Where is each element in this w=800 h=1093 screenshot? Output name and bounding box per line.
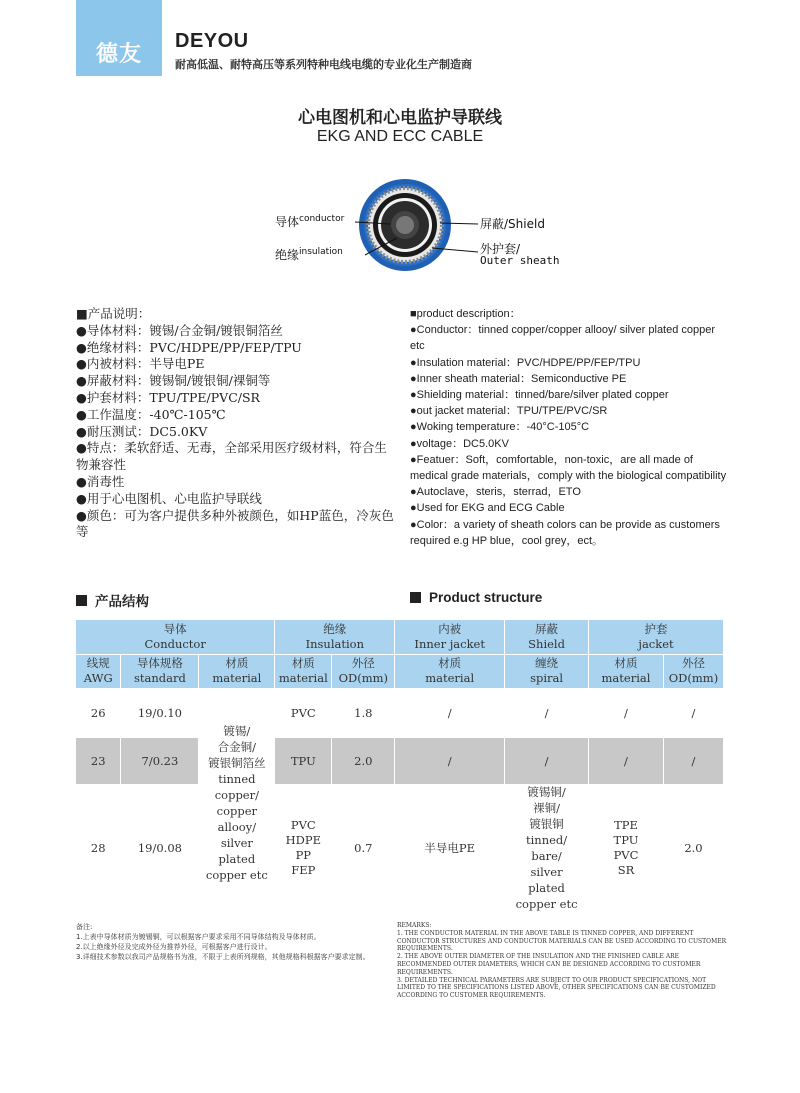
cell-jacket-material: TPE TPU PVC SR (589, 784, 664, 912)
group-header-jacket: 护套 jacket (589, 620, 724, 654)
cell-awg: 26 (76, 688, 121, 738)
section-heading-structure-en (410, 590, 542, 605)
cell-standard: 19/0.10 (121, 688, 199, 738)
desc-en-line: ●Color：a variety of sheath colors can be provide as customers required e.g HP blue，cool grey，ect。 (410, 518, 720, 547)
desc-en-line: ●Featuer：Soft，comfortable，non-toxic，are all made of medical grade materials，comply with the biological compatibility (410, 453, 727, 483)
square-bullet-icon (410, 592, 421, 603)
label-shield: 屏蔽/Shield (480, 217, 545, 231)
section-title: Product structure (429, 590, 543, 605)
desc-cn-line: ●用于心电图机、心电监护导联线 (76, 490, 262, 506)
cell-insulation-od: 2.0 (332, 738, 395, 784)
cell-insulation-od: 0.7 (332, 784, 395, 912)
cell-jacket-material: / (589, 738, 664, 784)
desc-en-line: ●Insulation material：PVC/HDPE/PP/FEP/TPU (410, 356, 641, 369)
cell-insulation-material: PVC (275, 688, 332, 738)
sub-header-insulation-material: 材质 material (275, 654, 332, 688)
group-header-inner-jacket: 内被 Inner jacket (395, 620, 505, 654)
desc-en-line: ●Autoclave，steris，sterrad，ETO (410, 486, 581, 499)
group-header-conductor: 导体 Conductor (76, 620, 275, 654)
remark-line: 3. DETAILED TECHNICAL PARAMETERS ARE SUBJECT TO OUR PRODUCT SPECIFICATIONS, NOT LIMITED TO THE SPECIFICATIONS LISTED ABOVE, OTHER SPECIFICATIONS CAN BE CUSTOMIZED ACCORDING TO CUSTOMER REQUIREMENTS. (397, 976, 716, 1000)
cell-awg: 23 (76, 738, 121, 784)
desc-en-line: ■product description： (410, 308, 521, 320)
cell-jacket-material: / (589, 688, 664, 738)
cell-insulation-od: 1.8 (332, 688, 395, 738)
table-group-header-row (76, 620, 724, 654)
remarks-en (397, 922, 727, 1000)
sub-header-jacket-material: 材质 material (589, 654, 664, 688)
cell-standard: 7/0.23 (121, 738, 199, 784)
logo-text: 德友 (95, 41, 142, 67)
sub-header-inner-material: 材质 material (395, 654, 505, 688)
cell-insulation-material: TPU (275, 738, 332, 784)
description-en (410, 306, 728, 549)
sub-header-standard: 导体规格 standard (121, 654, 199, 688)
desc-cn-line: ■产品说明： (76, 306, 151, 321)
label-sheath-cn: 外护套/ (480, 242, 521, 256)
desc-cn-line: ●导体材料：镀锡/合金铜/镀银铜箔丝 (76, 322, 283, 338)
leader-lines (355, 222, 478, 255)
section-title: 产品结构 (95, 594, 149, 610)
cell-shield: / (505, 688, 589, 738)
label-insulation-cn: 绝缘 (275, 248, 300, 262)
desc-en-line: ●Shielding material：tinned/bare/silver plated copper (410, 389, 669, 402)
label-conductor-cn: 导体 (275, 215, 300, 229)
remark-line: 1. THE CONDUCTOR MATERIAL IN THE ABOVE TABLE IS TINNED COPPER, AND DIFFERENT CONDUCTOR STRUCTURES AND CONDUCTOR MATERIALS CAN BE USED ACCORDING TO CUSTOMER REQUIREMENTS. (397, 929, 727, 953)
table-row (76, 738, 724, 784)
desc-cn-line: ●消毒性 (76, 473, 125, 489)
remark-line: 3.详细技术参数以我司产品规格书为准，不限于上表所列规格，其他规格科根据客户要求定制。 (76, 953, 370, 961)
desc-en-line: ●out jacket material：TPU/TPE/PVC/SR (410, 405, 608, 418)
cell-inner: 半导电PE (395, 784, 505, 912)
cell-shield: 镀锡铜/ 裸铜/ 镀银铜 tinned/ bare/ silver plated copper etc (505, 784, 589, 912)
label-conductor-en: conductor (299, 214, 345, 224)
label-sheath-en: Outer sheath (480, 254, 560, 267)
desc-cn-line: ●耐压测试：DC5.0KV (76, 423, 208, 439)
desc-cn-line: ●内被材料：半导电PE (76, 356, 205, 372)
desc-en-line: ●Conductor：tinned copper/copper allooy/ silver plated copper etc (410, 324, 716, 353)
cell-insulation-material: PVC HDPE PP FEP (275, 784, 332, 912)
description-cn (76, 306, 396, 541)
desc-cn-line: ●绝缘材料：PVC/HDPE/PP/FEP/TPU (76, 339, 302, 355)
desc-en-line: ●Inner sheath material：Semiconductive PE (410, 372, 627, 385)
cell-jacket-od: / (663, 738, 723, 784)
cell-inner: / (395, 688, 505, 738)
sub-header-conductor-material: 材质 material (199, 654, 275, 688)
brand-name: DEYOU (175, 30, 249, 52)
sub-header-awg: 线规 AWG (76, 654, 121, 688)
cell-conductor-material: 镀锡/ 合金铜/ 镀银铜箔丝 tinned copper/ copper allooy/ silver plated copper etc (199, 688, 275, 912)
label-insulation (275, 246, 343, 263)
page-title-cn: 心电图机和心电监护导联线 (298, 108, 502, 128)
remark-line: 1.上表中导体材质为镀锡铜，可以根据客户要求采用不同导体结构及导体材质。 (76, 933, 321, 941)
cell-shield: / (505, 738, 589, 784)
desc-cn-line: ●工作温度：-40℃-105℃ (76, 406, 226, 422)
remarks-cn (76, 922, 396, 962)
page-title-en: EKG AND ECC CABLE (316, 128, 484, 145)
desc-cn-line: ●颜色：可为客户提供多种外被颜色，如HP蓝色，冷灰色等 (76, 507, 394, 540)
sub-header-jacket-od: 外径 OD(mm) (663, 654, 723, 688)
remark-line: 备注: (76, 923, 93, 931)
remark-line: 2.以上绝缘外径及完成外径为推荐外径，可根据客户进行设计。 (76, 943, 272, 951)
square-bullet-icon (76, 595, 87, 606)
tagline: 耐高低温、耐特高压等系列特种电线电缆的专业化生产制造商 (175, 58, 472, 71)
table-row (76, 784, 724, 912)
cell-jacket-od: 2.0 (663, 784, 723, 912)
cable-cross-section (359, 179, 451, 271)
desc-cn-line: ●护套材料：TPU/TPE/PVC/SR (76, 389, 260, 405)
label-conductor (275, 213, 344, 230)
remark-line: 2. THE ABOVE OUTER DIAMETER OF THE INSULATION AND THE FINISHED CABLE ARE RECOMMENDED OUTER DIAMETERS, WHICH CAN BE DESIGNED ACCORDING TO CUSTOMER REQUIREMENTS. (397, 953, 701, 976)
desc-cn-line: ●特点：柔软舒适、无毒，全部采用医疗级材料，符合生物兼容性 (76, 440, 387, 473)
desc-cn-line: ●屏蔽材料：镀锡铜/镀银铜/裸铜等 (76, 373, 271, 389)
sub-header-shield-spiral: 缠绕 spiral (505, 654, 589, 688)
desc-en-line: ●voltage：DC5.0KV (410, 437, 509, 450)
logo (76, 0, 162, 76)
section-heading-structure-cn (76, 590, 149, 610)
desc-en-line: ●Used for EKG and ECG Cable (410, 502, 565, 515)
desc-en-line: ●Woking temperature：-40°C-105°C (410, 421, 590, 434)
remark-line: REMARKS: (397, 922, 432, 929)
group-header-shield: 屏蔽 Shield (505, 620, 589, 654)
group-header-insulation: 绝缘 Insulation (275, 620, 395, 654)
table-row (76, 688, 724, 738)
sub-header-insulation-od: 外径 OD(mm) (332, 654, 395, 688)
label-insulation-en: insulation (299, 247, 343, 257)
cell-inner: / (395, 738, 505, 784)
cell-standard: 19/0.08 (121, 784, 199, 912)
table-sub-header-row (76, 654, 724, 688)
cell-jacket-od: / (663, 688, 723, 738)
cell-awg: 28 (76, 784, 121, 912)
product-structure-table (76, 620, 724, 912)
